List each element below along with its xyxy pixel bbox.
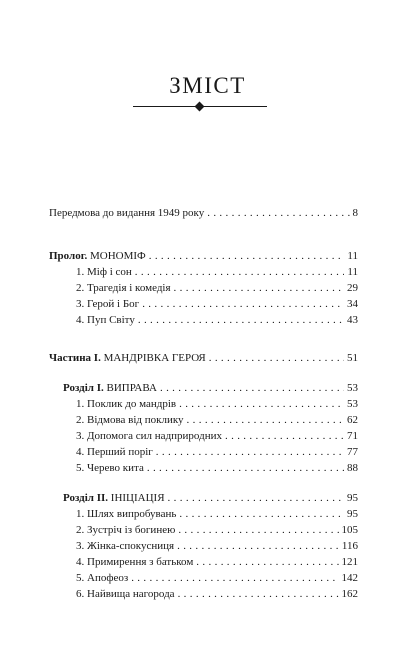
toc-entry-label: 2. Трагедія і комедія [76, 282, 171, 294]
toc-entry-label: Розділ II. ІНІЦІАЦІЯ [63, 492, 165, 504]
toc-entry-subsection[interactable] [76, 413, 358, 427]
toc-entry-page: 116 [341, 540, 358, 552]
toc-entry-chapter[interactable] [63, 491, 358, 505]
dot-leader [178, 523, 338, 537]
toc-entry-label: 1. Міф і сон [76, 266, 132, 278]
toc-entry-subsection[interactable] [76, 297, 358, 311]
toc-entry-page: 11 [347, 266, 358, 278]
diamond-ornament-icon [195, 102, 205, 112]
toc-entry-part[interactable] [49, 351, 358, 365]
toc-entry-subsection[interactable] [76, 397, 358, 411]
dot-leader [187, 413, 344, 427]
toc-entry-label: 4. Пуп Світу [76, 314, 135, 326]
toc-entry-chapter[interactable] [63, 381, 358, 395]
toc-entry-subsection[interactable] [76, 539, 358, 553]
toc-entry-subsection[interactable] [76, 555, 358, 569]
dot-leader [179, 507, 344, 521]
toc-entry-label: 1. Шлях випробувань [76, 508, 177, 520]
toc-entry-page: 62 [347, 414, 358, 426]
dot-leader [196, 555, 338, 569]
toc-entry-page: 53 [347, 398, 358, 410]
title-ornament [133, 103, 267, 111]
toc-entry-label: 3. Жінка-спокусниця [76, 540, 175, 552]
toc-entry-page: 142 [341, 572, 358, 584]
toc-entry-page: 95 [347, 492, 358, 504]
toc-entry-subsection[interactable] [76, 461, 358, 475]
dot-leader [209, 351, 344, 365]
dot-leader [156, 445, 344, 459]
toc-entry-label: 5. Черево кита [76, 462, 144, 474]
toc-entry-label: 3. Допомога сил надприродних [76, 430, 222, 442]
toc-entry-subsection[interactable] [76, 571, 358, 585]
toc-entry-page: 105 [341, 524, 358, 536]
toc-entry-subsection[interactable] [76, 265, 358, 279]
toc-entry-page: 43 [347, 314, 358, 326]
toc-entry-page: 71 [347, 430, 358, 442]
toc-entry-prologue[interactable] [49, 249, 358, 263]
toc-entry-subsection[interactable] [76, 445, 358, 459]
toc-entry-subsection[interactable] [76, 587, 358, 601]
toc-entry-page: 11 [347, 250, 358, 262]
dot-leader [177, 539, 339, 553]
toc-entry-page: 162 [341, 588, 358, 600]
toc-entry-label: 1. Поклик до мандрів [76, 398, 177, 410]
toc-entry-label: Передмова до видання 1949 року [49, 207, 205, 219]
dot-leader [138, 313, 344, 327]
dot-leader [178, 587, 339, 601]
toc-entry-subsection[interactable] [76, 281, 358, 295]
toc-entry-label: Розділ I. ВИПРАВА [63, 382, 157, 394]
toc-entry-label: 4. Примирення з батьком [76, 556, 194, 568]
toc-entry-label: 6. Найвища нагорода [76, 588, 175, 600]
dot-leader [174, 281, 344, 295]
dot-leader [160, 381, 344, 395]
toc-entry-page: 8 [352, 207, 358, 219]
toc-entry-page: 29 [347, 282, 358, 294]
dot-leader [179, 397, 344, 411]
toc-entry-subsection[interactable] [76, 507, 358, 521]
toc-entry-subsection[interactable] [76, 523, 358, 537]
toc-entry-label: 3. Герой і Бог [76, 298, 140, 310]
toc-entry-page: 77 [347, 446, 358, 458]
toc-entry-label: 5. Апофеоз [76, 572, 129, 584]
dot-leader [149, 249, 345, 263]
toc-entry-subsection[interactable] [76, 313, 358, 327]
toc-entry-preface[interactable] [49, 206, 358, 220]
toc-entry-label: Пролог. МОНОМІФ [49, 250, 146, 262]
toc-entry-subsection[interactable] [76, 429, 358, 443]
toc-entry-page: 88 [347, 462, 358, 474]
toc-entry-label: 2. Зустріч із богинею [76, 524, 176, 536]
toc-entry-page: 34 [347, 298, 358, 310]
toc-entry-page: 95 [347, 508, 358, 520]
toc-entry-label: Частина I. МАНДРІВКА ГЕРОЯ [49, 352, 206, 364]
dot-leader [168, 491, 344, 505]
toc-entry-page: 121 [341, 556, 358, 568]
toc-entry-label: 2. Відмова від поклику [76, 414, 184, 426]
dot-leader [225, 429, 344, 443]
dot-leader [147, 461, 344, 475]
dot-leader [142, 297, 344, 311]
dot-leader [131, 571, 338, 585]
toc-entry-page: 53 [347, 382, 358, 394]
dot-leader [135, 265, 345, 279]
toc-entry-page: 51 [347, 352, 358, 364]
toc-entry-label: 4. Перший поріг [76, 446, 153, 458]
page-title: ЗМІСТ [169, 73, 246, 98]
dot-leader [207, 206, 349, 220]
